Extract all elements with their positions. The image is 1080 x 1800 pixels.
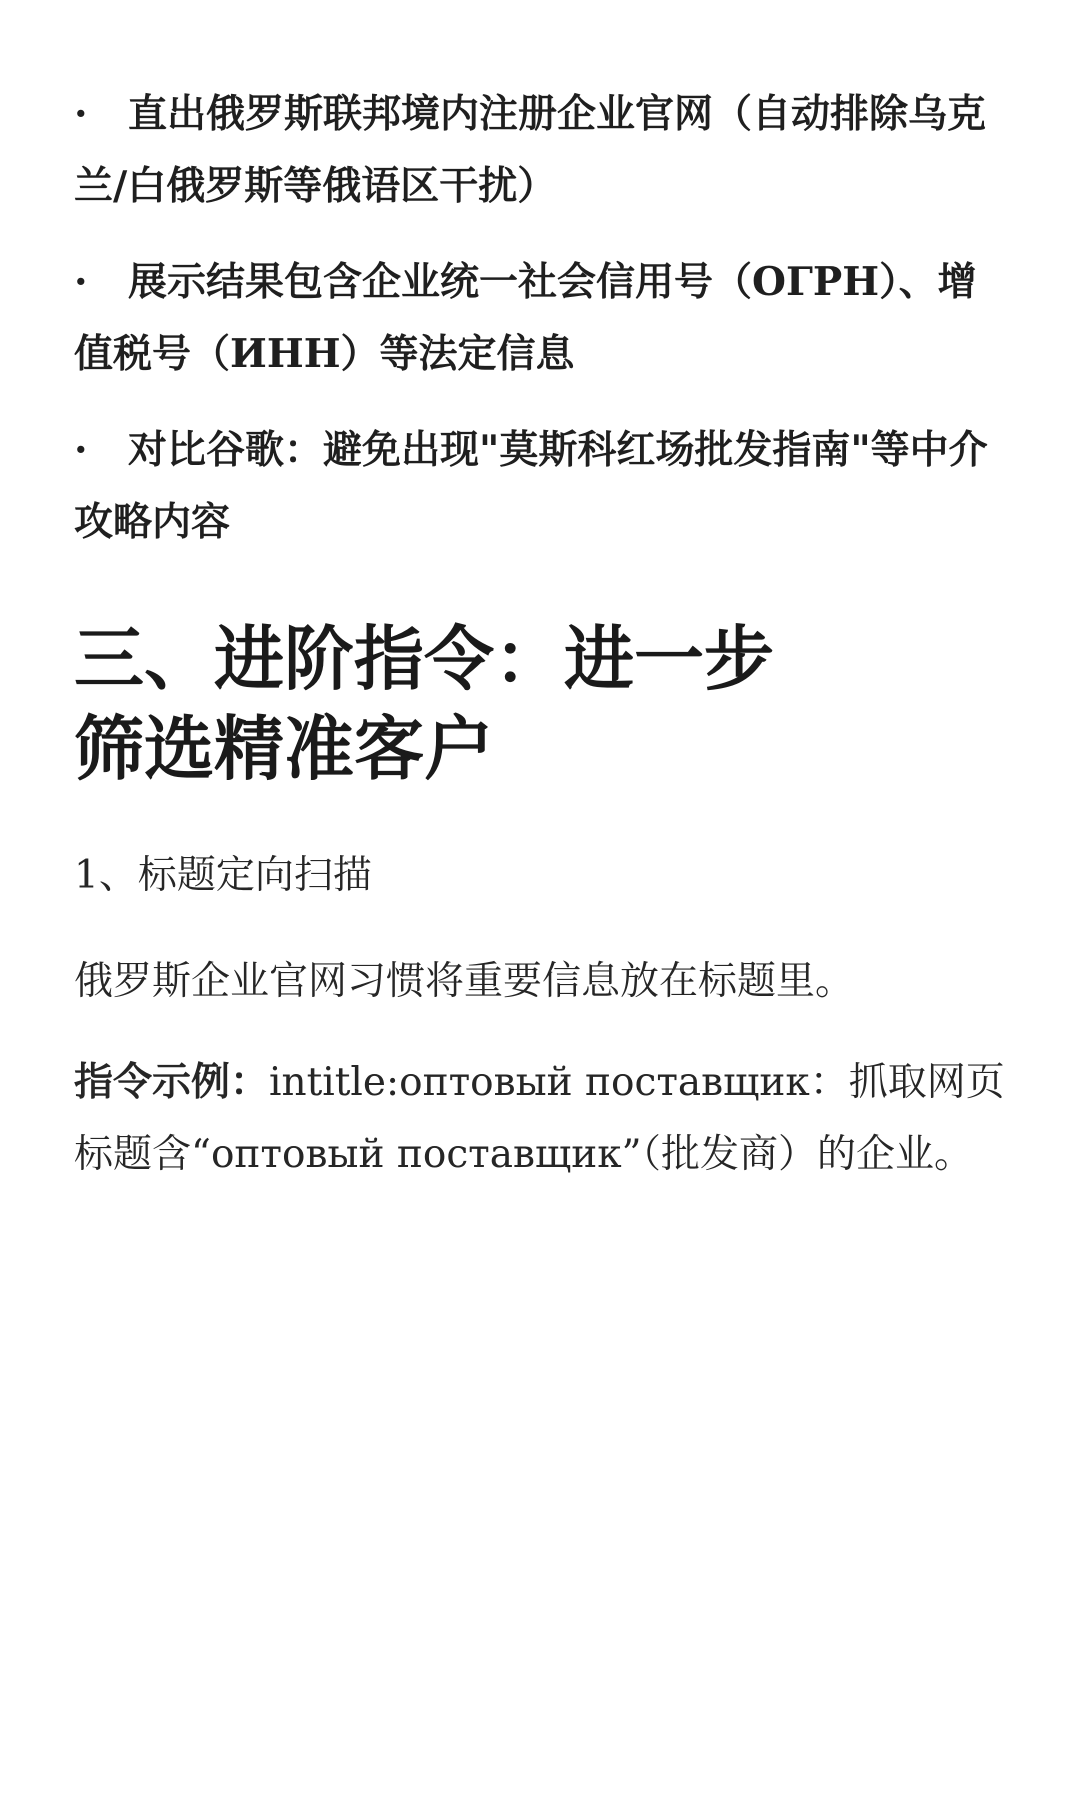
- bullet-text: 展示结果包含企业统一社会信用号（ОГРН）、增值税号（ИНН）等法定信息: [74, 259, 977, 377]
- bullet-text: 直出俄罗斯联邦境内注册企业官网（自动排除乌克兰/白俄罗斯等俄语区干扰）: [74, 91, 987, 209]
- section-heading-line2: 筛选精准客户: [74, 707, 494, 790]
- subsection-title: 1、标题定向扫描: [74, 853, 372, 898]
- bullet-dot-icon: ·: [74, 259, 88, 305]
- bullet-text: 对比谷歌：避免出现"莫斯科红场批发指南"等中介攻略内容: [74, 427, 988, 545]
- bullet-dot-icon: ·: [74, 91, 88, 137]
- command-example-label: 指令示例：: [74, 1059, 270, 1105]
- command-example-text: intitle:оптовый поставщик：抓取网页标题含“оптовый поставщик”（批发商）的企业。: [74, 1060, 1005, 1177]
- section-heading-line1: 三、进阶指令：进一步: [74, 617, 774, 700]
- section-heading: [74, 614, 1006, 794]
- command-example-paragraph: [74, 1046, 1006, 1191]
- bullet-item-3: [74, 414, 1006, 558]
- bullet-dot-icon: ·: [74, 427, 88, 473]
- bullet-item-1: [74, 78, 1006, 222]
- body-paragraph: 俄罗斯企业官网习惯将重要信息放在标题里。: [74, 959, 855, 1004]
- bullet-item-2: [74, 246, 1006, 390]
